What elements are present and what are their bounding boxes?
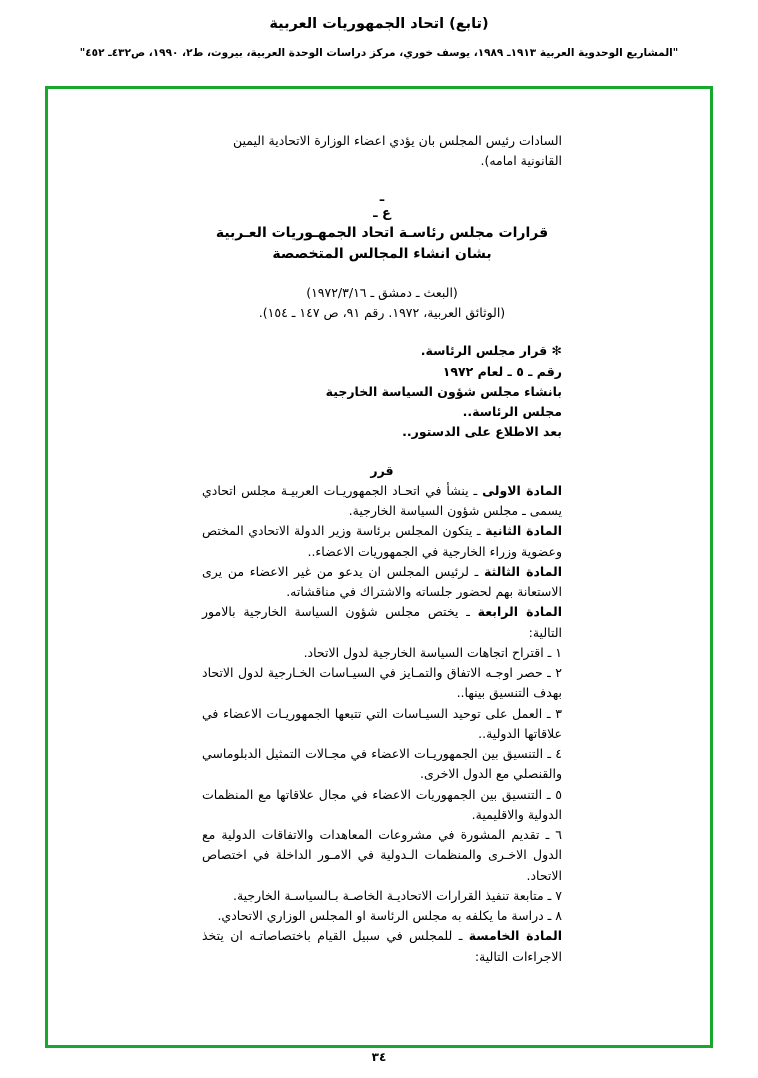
article-5-label: المادة الخامسة	[468, 928, 562, 944]
page-number: ٣٤	[371, 1050, 387, 1064]
decision-subject: بانشاء مجلس شؤون السياسة الخارجية	[325, 383, 562, 399]
article-1-text: ـ ينشأ في اتحـاد الجمهوريـات العربيـة مجلس اتحادي يسمى ـ مجلس شؤون السياسة الخارجية.	[202, 482, 562, 519]
document-body	[202, 131, 562, 967]
decision-title: ✻ قرار مجلس الرئاسة.	[420, 343, 562, 359]
list-item: ٨ ـ دراسة ما يكلفه به مجلس الرئاسة او المجلس الوزاري الاتحادي.	[217, 908, 562, 924]
decree-heading-line-2: بشان انشاء المجالس المتخصصة	[272, 246, 492, 263]
article-2	[202, 521, 562, 562]
page-header-title: (تابع) اتحاد الجمهوريات العربية	[269, 16, 489, 32]
intro-paragraph: السادات رئيس المجلس بان يؤدي اعضاء الوزارة الاتحادية اليمين القانونية امامه).	[232, 133, 562, 169]
article-3	[202, 562, 562, 603]
source-citation-line-1: (البعث ـ دمشق ـ ١٩٧٢/٣/١٦)	[306, 285, 458, 301]
article-2-label: المادة الثانية	[485, 523, 562, 539]
section-letter: ع ـ	[373, 206, 391, 222]
article-4	[202, 602, 562, 643]
decision-issuer: مجلس الرئاسة..	[462, 404, 562, 420]
list-item: ٤ ـ التنسيق بين الجمهوريـات الاعضاء في مجـالات التمثيل الدبلوماسي والقنصلي مع الدول الاخرى.	[202, 746, 562, 782]
decision-number: رقم ـ ٥ ـ لعام ١٩٧٢	[442, 363, 562, 379]
article-3-label: المادة الثالثة	[483, 563, 562, 579]
article-2-text: ـ يتكون المجلس برئاسة وزير الدولة الاتحادي المختص وعضوية وزراء الخارجية في الجمهوريات الاعضاء..	[202, 523, 562, 559]
list-item: ٥ ـ التنسيق بين الجمهوريات الاعضاء في مجال علاقاتها مع المنظمات الدولية والاقليمية.	[202, 786, 562, 822]
article-4-label: المادة الرابعة	[477, 604, 562, 620]
article-3-text: ـ لرئيس المجلس ان يدعو من غير الاعضاء من يرى الاستعانة بهم لحضور جلساته والاشتراك في مناقشاته.	[202, 563, 562, 600]
list-item: ١ ـ اقتراح اتجاهات السياسة الخارجية لدول الاتحاد.	[303, 644, 562, 660]
list-item: ٣ ـ العمل على توحيد السيـاسات التي تتبعها الجمهوريـات الاعضاء في علاقاتها الدولية..	[202, 705, 562, 741]
list-item: ٦ ـ تقديم المشورة في مشروعات المعاهدات والاتفاقات الدولية مع الدول الاخـرى والمنظمات الـدولية في الامـور الداخلة في اختصاص الاتحاد.	[202, 827, 562, 883]
article-1-label: المادة الاولى	[482, 482, 562, 498]
article-5-text: ـ للمجلس في سبيل القيام باختصاصاتـه ان يتخذ الاجراءات التالية:	[202, 928, 562, 964]
list-item: ٢ ـ حصر اوجـه الاتفاق والتمـايز في السيـاسات الخـارجية لدول الاتحاد بهدف التنسيق بينها..	[202, 665, 562, 701]
article-5	[202, 926, 562, 967]
source-citation-line-2: (الوثائق العربية، ١٩٧٢. رقم ٩١، ص ١٤٧ ـ ١٥٤).	[258, 305, 506, 321]
decision-preamble: بعد الاطلاع على الدستور..	[402, 424, 562, 440]
decree-heading-line-1: قرارات مجلس رئاسـة اتحاد الجمهـوريات العـربية	[215, 225, 549, 242]
article-1	[202, 481, 562, 522]
decided-label: قرر	[370, 462, 394, 478]
page-header-source: "المشاريع الوحدوية العربية ١٩١٣ـ ١٩٨٩، يوسف خوري، مركز دراسات الوحدة العربية، بيروت، ط٢، ١٩٩٠، ص٤٣٢ـ ٤٥٢"	[79, 47, 679, 59]
list-item: ٧ ـ متابعة تنفيذ القرارات الاتحاديـة الخاصـة بـالسياسـة الخارجية.	[232, 887, 562, 903]
separator-dash: ـ	[379, 189, 385, 205]
article-4-text: ـ يختص مجلس شؤون السياسة الخارجية بالامور التالية:	[202, 604, 562, 640]
green-content-frame	[45, 86, 713, 1048]
